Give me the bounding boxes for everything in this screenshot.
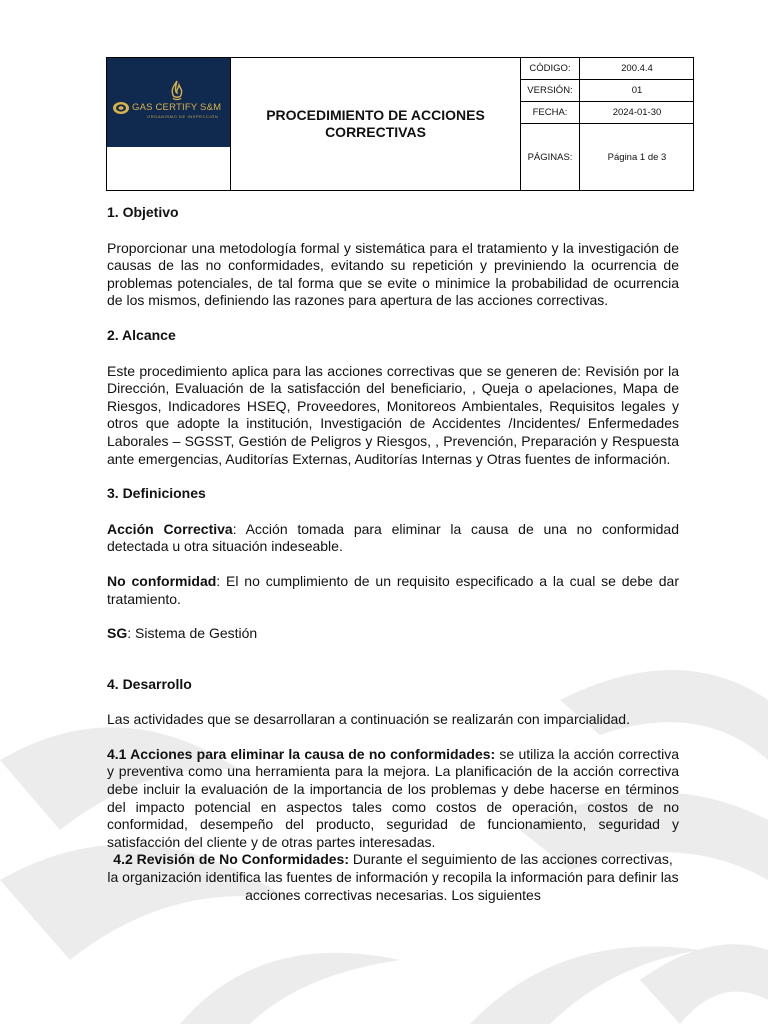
section-heading-definiciones: 3. Definiciones xyxy=(107,485,206,502)
meta-label: CÓDIGO: xyxy=(521,58,580,79)
logo-company-name: GAS CERTIFY S&M xyxy=(132,102,222,113)
subsection-4-2 xyxy=(107,851,679,904)
definition-term: Acción Correctiva xyxy=(107,520,233,537)
subsection-text: Durante el seguimiento de las acciones correctivas, la organización identifica las fuentes de información y recopila la información para definir las acciones correctivas necesarias. Los siguientes xyxy=(107,851,679,903)
definition-term: No conformidad xyxy=(107,572,217,589)
subsection-4-1 xyxy=(107,746,679,852)
definition-text: : Sistema de Gestión xyxy=(127,625,258,642)
document-title: PROCEDIMIENTO DE ACCIONES CORRECTIVAS xyxy=(266,107,485,140)
meta-value: Página 1 de 3 xyxy=(607,151,667,163)
definition-text: : Acción tomada para eliminar la causa de una no conformidad detectada u otra situación indeseable. xyxy=(107,520,679,555)
definition-item xyxy=(107,521,679,556)
meta-value: 200.4.4 xyxy=(621,63,653,74)
meta-row-version xyxy=(521,80,694,102)
alcance-paragraph: Este procedimiento aplica para las acciones correctivas que se generen de: Revisión por la Dirección, Evaluación de la satisfacción del beneficiario, , Queja o apelaciones, Mapa de Riesgos, Indicadores HSEQ, Proveedores, Monitoreos Ambientales, Requisitos legales y otros que adopte la institución, Investigación de Accidentes /Incidentes/ Enfermedades Laborales – SGSST, Gestión de Peligros y Riesgos, , Prevención, Preparación y Respuesta ante emergencias, Auditorías Externas, Auditorías Internas y Otras fuentes de información. xyxy=(107,362,679,467)
flame-icon xyxy=(167,80,187,102)
meta-value: 2024-01-30 xyxy=(612,107,662,118)
logo-subtitle: ORGANISMO DE INSPECCIÓN xyxy=(147,114,219,119)
meta-row-codigo xyxy=(521,58,694,80)
badge-icon xyxy=(112,101,130,115)
meta-value: 01 xyxy=(631,85,643,96)
title-cell xyxy=(231,58,521,190)
definition-item xyxy=(107,573,679,608)
meta-label: FECHA: xyxy=(521,102,580,123)
subsection-term: 4.1 Acciones para eliminar la causa de no conformidades: xyxy=(107,745,496,762)
definition-term: SG xyxy=(107,625,128,642)
logo-cell xyxy=(107,58,231,190)
meta-label: PÁGINAS: xyxy=(521,124,580,190)
document-body xyxy=(107,204,679,904)
section-heading-objetivo: 1. Objetivo xyxy=(107,204,179,220)
meta-row-paginas xyxy=(521,124,694,190)
subsection-text: se utiliza la acción correctiva y preventiva como una herramienta para la mejora. La planificación de la acción correctiva debe incluir la evaluación de la importancia de los problemas y debe hacerse en términos del impacto potencial en aspectos tales como costos de operación, costos de no conformidad, desempeño del producto, seguridad de funcionamiento, seguridad y satisfacción del cliente y de otras partes interesadas. xyxy=(107,745,679,850)
company-logo xyxy=(107,58,230,147)
section-heading-alcance: 2. Alcance xyxy=(107,326,176,343)
desarrollo-intro: Las actividades que se desarrollaran a continuación se realizarán con imparcialidad. xyxy=(107,711,630,728)
meta-label: VERSIÓN: xyxy=(521,80,580,101)
objetivo-paragraph: Proporcionar una metodología formal y sistemática para el tratamiento y la investigación de causas de las no conformidades, evitando su repetición y previniendo la ocurrencia de problemas potenciales, de tal forma que se evite o minimice la probabilidad de ocurrencia de los mismos, definiendo las razones para apertura de las acciones correctivas. xyxy=(107,239,679,309)
section-heading-desarrollo: 4. Desarrollo xyxy=(107,675,192,692)
document-header-table xyxy=(106,57,694,191)
meta-row-fecha xyxy=(521,102,694,124)
definition-item xyxy=(107,625,679,643)
definition-text: : El no cumplimiento de un requisito especificado a la cual se debe dar tratamiento. xyxy=(107,572,679,607)
subsection-term: 4.2 Revisión de No Conformidades: xyxy=(113,851,349,868)
